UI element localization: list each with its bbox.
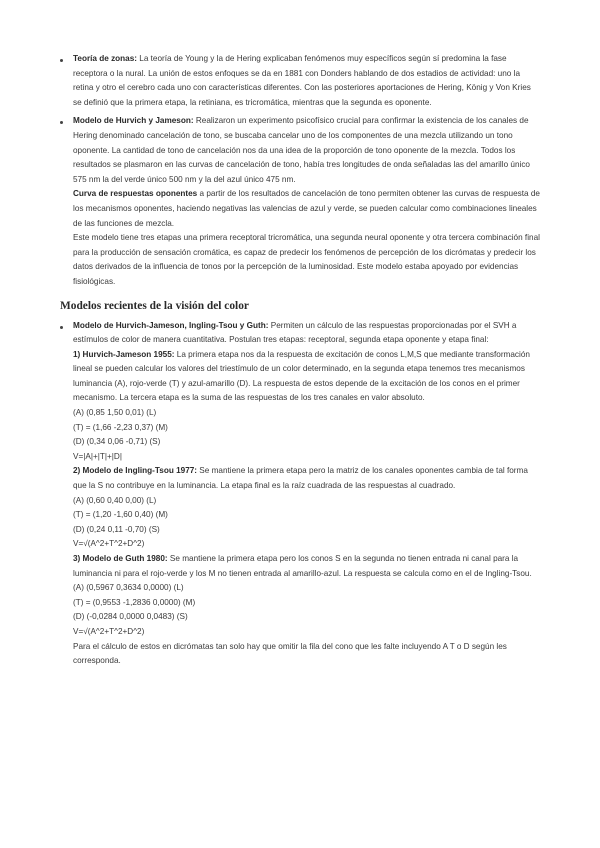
equation-line: (A) (0,5967 0,3634 0,0000) (L) bbox=[73, 583, 184, 593]
equation-line: (D) (-0,0284 0,0000 0,0483) (S) bbox=[73, 612, 188, 622]
equation-line: (T) = (1,66 -2,23 0,37) (M) bbox=[73, 422, 168, 432]
list-item-hurvich-jameson bbox=[60, 114, 540, 289]
section-heading: Modelos recientes de la visión del color bbox=[60, 299, 249, 312]
term-modelos: Modelo de Hurvich-Jameson, Ingling-Tsou y Guth: bbox=[73, 320, 269, 330]
equation-line: (T) = (0,9553 -1,2836 0,0000) (M) bbox=[73, 597, 196, 607]
paragraph-closing: Para el cálculo de estos en dicrómatas tan solo hay que omitir la fila del cono que les falte incluyendo A T o D según les corresponda. bbox=[73, 641, 507, 666]
text-model-1: La primera etapa nos da la respuesta de excitación de conos L,M,S que mediante transformación lineal se pueden calcular los valores del triestímulo de un color determinado, en la segunda etapa tenemos tres mecanismos luminancia (A), rojo-verde (T) y azul-amarillo (D). La respuesta de estos depende de la excitación de los conos en el primer mecanismo. La tercera etapa es la suma de las respuestas de los tres canales en valor absoluto. bbox=[73, 349, 530, 403]
text-model-3: Se mantiene la primera etapa pero los conos S en la segunda no tienen entrada ni canal para la luminancia ni para el rojo-verde y los M no tienen entrada al amarillo-azul. La respuesta se calcula como en el de Ingling-Tsou. bbox=[73, 554, 532, 578]
equation-line: (D) (0,34 0,06 -0,71) (S) bbox=[73, 437, 161, 447]
list-item-modelos bbox=[60, 319, 540, 669]
theory-list bbox=[60, 52, 540, 290]
list-item-teoria-zonas bbox=[60, 52, 540, 110]
equation-line: (A) (0,85 1,50 0,01) (L) bbox=[73, 408, 157, 418]
equation-line: V=√(A^2+T^2+D^2) bbox=[73, 626, 145, 636]
paragraph-curva-respuestas bbox=[73, 187, 540, 231]
paragraph-model-1 bbox=[73, 348, 540, 406]
term-model-2: 2) Modelo de Ingling-Tsou 1977: bbox=[73, 466, 198, 476]
equation-line: V=√(A^2+T^2+D^2) bbox=[73, 539, 145, 549]
paragraph-model-2 bbox=[73, 464, 540, 493]
paragraph-model-3 bbox=[73, 552, 540, 581]
text-hurvich-jameson: Realizaron un experimento psicofísico crucial para confirmar la existencia de los canales de Hering denominado cancelación de tono, se buscaba cancelar uno de los componentes de una mezcla utilizando un tono oponente. La cantidad de tono de cancelación nos da una idea de la proporción de tono oponente de la mezcla. Todos los resultados se plasmaron en las curvas de cancelación de tono, había tres longitudes de onda señaladas las del amarillo único 575 nm la del verde único 500 nm y la del azul único 475 nm. bbox=[73, 116, 530, 184]
term-curva-respuestas: Curva de respuestas oponentes bbox=[73, 189, 198, 199]
equation-line: (D) (0,24 0,11 -0,70) (S) bbox=[73, 524, 160, 534]
equation-line: (T) = (1,20 -1,60 0,40) (M) bbox=[73, 510, 168, 520]
text-curva-respuestas: a partir de los resultados de cancelación de tono permiten obtener las curvas de respuesta de los mecanismos oponentes, haciendo negativas las valencias de azul y verde, se pueden calcular como combinaciones lineales de las funciones de mezcla. bbox=[73, 189, 540, 228]
equation-line: V=|A|+|T|+|D| bbox=[73, 451, 122, 461]
term-teoria-zonas: Teoría de zonas: bbox=[73, 54, 137, 63]
paragraph-hurvich-jameson bbox=[73, 114, 540, 187]
models-list bbox=[60, 319, 540, 669]
term-model-1: 1) Hurvich-Jameson 1955: bbox=[73, 349, 175, 359]
paragraph-modelos-intro bbox=[73, 319, 540, 348]
term-model-3: 3) Modelo de Guth 1980: bbox=[73, 554, 168, 563]
document-content bbox=[60, 52, 540, 669]
text-model-2: Se mantiene la primera etapa pero la matriz de los canales oponentes cambia de tal forma que la S no contribuye en la luminancia. La etapa final es la raíz cuadrada de las respuestas al cuadrado. bbox=[73, 466, 528, 491]
paragraph-modelo-etapas: Este modelo tiene tres etapas una primera receptoral tricromática, una segunda neural oponente y otra tercera combinación final para la producción de sensación cromática, es capaz de predecir los fenómenos de percepción de los dicrómatas y predecir los datos derivados de la influencia de tonos por la percepción de la luminosidad. Este modelo estaba apoyado por evidencias fisiológicas. bbox=[73, 233, 540, 286]
text-teoria-zonas: La teoría de Young y la de Hering explicaban fenómenos muy específicos según sí predomina la fase receptora o la nural. La unión de estos enfoques se da en 1881 con Donders hablando de dos estadios de actividad: uno la retina y otro el cerebro cada uno con características diferentes. Con las posteriores aportaciones de Hering, König y Von Kries se definió que la primera etapa, la retiniana, es tricromática, mientras que la segunda es oponente. bbox=[73, 54, 531, 107]
text-modelos-intro: Permiten un cálculo de las respuestas proporcionadas por el SVH a estímulos de color de manera cuantitativa. Postulan tres etapas: receptoral, segunda etapa oponente y etapa final: bbox=[73, 320, 517, 345]
paragraph-teoria-zonas bbox=[73, 52, 540, 110]
term-hurvich-jameson: Modelo de Hurvich y Jameson: bbox=[73, 116, 194, 126]
equation-line: (A) (0,60 0,40 0,00) (L) bbox=[73, 495, 157, 505]
